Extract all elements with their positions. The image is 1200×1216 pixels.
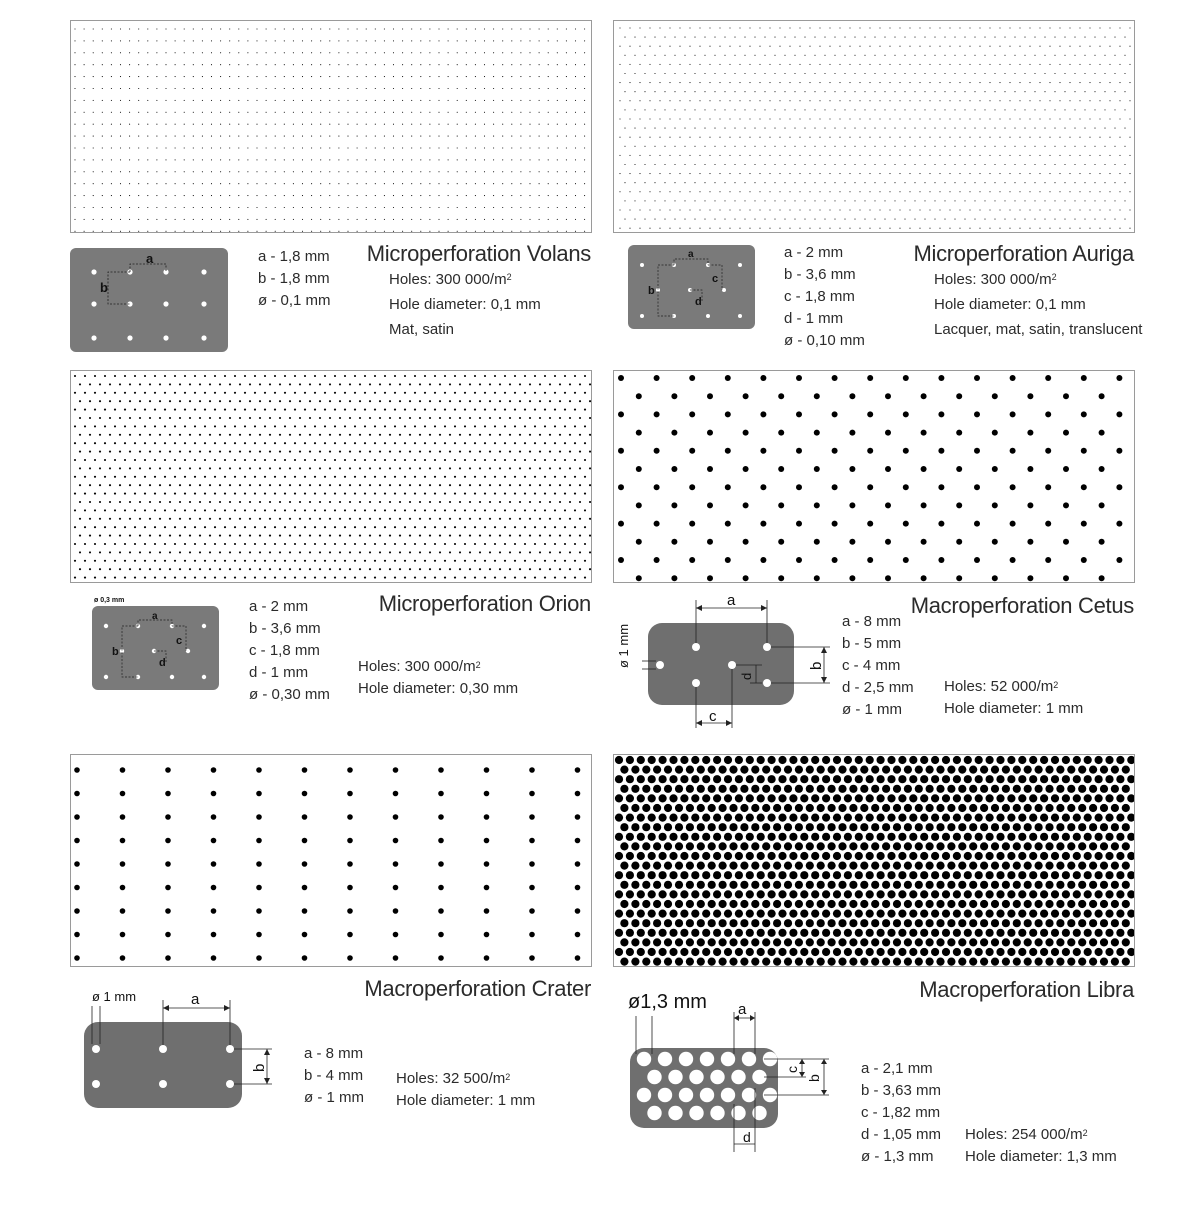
dim-label-a: a bbox=[146, 251, 154, 266]
perforation-dots bbox=[618, 375, 1122, 581]
spec-line: b - 3,63 mm bbox=[861, 1082, 942, 1099]
diameter-label: ø 1 mm bbox=[92, 989, 137, 1004]
dim-label-b: b bbox=[808, 661, 825, 670]
dim-label-b: b bbox=[806, 1074, 822, 1082]
spec-line: d - 1,05 mm bbox=[861, 1126, 942, 1143]
finish: Mat, satin bbox=[389, 321, 455, 338]
spec-line: a - 2,1 mm bbox=[861, 1060, 933, 1077]
product-title-volans: Microperforation Volans bbox=[366, 241, 591, 266]
spec-line: b - 1,8 mm bbox=[258, 270, 330, 287]
diameter-label: ø 1 mm bbox=[616, 623, 631, 668]
dim-label-a: a bbox=[152, 611, 158, 622]
dim-label-d: d bbox=[159, 657, 166, 669]
product-title-crater: Macroperforation Crater bbox=[364, 976, 591, 1001]
specs-auriga bbox=[784, 242, 865, 352]
spec-line: a - 2 mm bbox=[249, 598, 309, 615]
spec-line: a - 8 mm bbox=[842, 613, 902, 630]
dim-label-b: b bbox=[251, 1063, 268, 1072]
pattern-panel-crater bbox=[70, 754, 592, 967]
info-cetus bbox=[944, 676, 1083, 720]
dim-label-c: c bbox=[784, 1066, 800, 1073]
holes-count: Holes: 52 $000/m^2$ bbox=[944, 678, 1059, 695]
product-title-libra: Macroperforation Libra bbox=[919, 977, 1134, 1002]
info-volans bbox=[389, 267, 541, 342]
perforation-dots bbox=[74, 375, 591, 579]
perforation-dots bbox=[74, 767, 580, 961]
pattern-panel-cetus bbox=[613, 370, 1135, 583]
holes-count: Holes: 300 $000/m^2$ bbox=[358, 658, 481, 675]
dim-label-a: a bbox=[738, 1001, 747, 1018]
specs-orion bbox=[249, 596, 330, 706]
spec-line: b - 5 mm bbox=[842, 635, 902, 652]
dim-label-a: a bbox=[688, 249, 694, 260]
spec-line: a - 2 mm bbox=[784, 244, 844, 261]
spec-line: c - 1,8 mm bbox=[249, 642, 320, 659]
info-auriga bbox=[934, 267, 1142, 342]
spec-line: d - 2,5 mm bbox=[842, 679, 914, 696]
hole-diameter: Hole diameter: 1 mm bbox=[396, 1092, 536, 1109]
hole-diameter: Hole diameter: 0,30 mm bbox=[358, 680, 519, 697]
diagram-auriga bbox=[626, 242, 758, 332]
specs-crater bbox=[304, 1043, 364, 1109]
spec-line: d - 1 mm bbox=[784, 310, 844, 327]
plate bbox=[648, 623, 794, 705]
hole-diameter: Hole diameter: 1 mm bbox=[944, 700, 1084, 717]
diagram-crater bbox=[80, 986, 285, 1116]
hole-diameter: Hole diameter: 1,3 mm bbox=[965, 1148, 1117, 1165]
dim-label-d: d bbox=[743, 1129, 751, 1145]
diagram-cetus bbox=[612, 588, 837, 734]
spec-line: ø - 1 mm bbox=[842, 701, 902, 718]
perforation-dots bbox=[619, 27, 1130, 228]
pattern-panel-auriga bbox=[613, 20, 1135, 233]
diameter-label: ø 0,3 mm bbox=[94, 597, 125, 604]
dim-label-d: d bbox=[695, 296, 702, 308]
dim-label-c: c bbox=[176, 635, 183, 647]
spec-line: ø - 1,3 mm bbox=[861, 1148, 934, 1165]
spec-line: ø - 1 mm bbox=[304, 1089, 364, 1106]
diagram-orion bbox=[88, 592, 223, 694]
product-title-orion: Microperforation Orion bbox=[378, 591, 591, 616]
specs-libra bbox=[861, 1058, 941, 1168]
info-libra bbox=[965, 1124, 1117, 1168]
product-title-cetus: Macroperforation Cetus bbox=[910, 593, 1134, 618]
specs-volans bbox=[258, 246, 331, 312]
spec-line: b - 3,6 mm bbox=[249, 620, 321, 637]
dim-label-a: a bbox=[191, 991, 200, 1008]
spec-line: b - 3,6 mm bbox=[784, 266, 856, 283]
holes-count: Holes: 254 $000/m^2$ bbox=[965, 1126, 1088, 1143]
spec-line: a - 8 mm bbox=[304, 1045, 364, 1062]
pattern-panel-libra bbox=[613, 754, 1135, 967]
spec-line: c - 1,82 mm bbox=[861, 1104, 941, 1121]
info-crater bbox=[396, 1068, 535, 1112]
dim-label-a: a bbox=[727, 592, 736, 609]
dim-label-b: b bbox=[112, 646, 119, 658]
dim-label-c: c bbox=[712, 273, 719, 285]
spec-line: c - 4 mm bbox=[842, 657, 901, 674]
specs-cetus bbox=[842, 611, 914, 721]
perforation-dots bbox=[74, 28, 585, 231]
diameter-label: ø1,3 mm bbox=[628, 991, 707, 1013]
info-orion bbox=[358, 656, 518, 700]
hole-diameter: Hole diameter: 0,1 mm bbox=[389, 296, 541, 313]
pattern-panel-volans bbox=[70, 20, 592, 233]
holes-count: Holes: 32 $500/m^2$ bbox=[396, 1070, 511, 1087]
spec-line: a - 1,8 mm bbox=[258, 248, 330, 265]
holes-count: Holes: 300 $000/m^2$ bbox=[389, 271, 512, 288]
dim-label-c: c bbox=[709, 708, 717, 725]
diagram-libra bbox=[624, 984, 839, 1160]
holes-count: Holes: 300 $000/m^2$ bbox=[934, 271, 1057, 288]
pattern-panel-orion bbox=[70, 370, 592, 583]
product-title-auriga: Microperforation Auriga bbox=[913, 241, 1134, 266]
perforation-dots bbox=[615, 756, 1134, 966]
spec-line: ø - 0,1 mm bbox=[258, 292, 331, 309]
dim-label-b: b bbox=[648, 285, 655, 297]
spec-line: ø - 0,10 mm bbox=[784, 332, 865, 349]
spec-line: d - 1 mm bbox=[249, 664, 309, 681]
dim-label-b: b bbox=[100, 280, 108, 295]
hole-diameter: Hole diameter: 0,1 mm bbox=[934, 296, 1086, 313]
dim-label-d: d bbox=[739, 672, 754, 680]
finish: Lacquer, mat, satin, translucent bbox=[934, 321, 1143, 338]
spec-line: b - 4 mm bbox=[304, 1067, 364, 1084]
spec-line: c - 1,8 mm bbox=[784, 288, 855, 305]
spec-line: ø - 0,30 mm bbox=[249, 686, 330, 703]
diagram-volans bbox=[68, 244, 233, 356]
